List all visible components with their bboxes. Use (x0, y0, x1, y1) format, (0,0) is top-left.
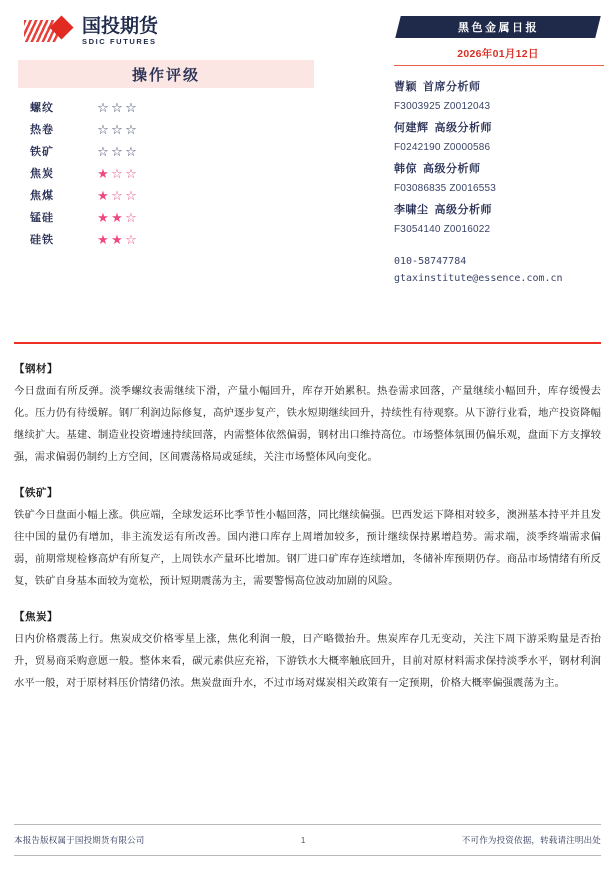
analyst-entry (394, 77, 602, 116)
star-empty-icon: ☆ (125, 187, 137, 203)
analyst-entry (394, 159, 602, 198)
analyst-name-row (394, 77, 602, 97)
rating-commodity-name: 硅铁 (30, 233, 54, 246)
star-empty-icon: ☆ (125, 231, 137, 247)
rating-commodity-name: 焦炭 (30, 167, 54, 180)
report-section-title: 【焦炭】 (14, 611, 58, 623)
footer-disclaimer: 不可作为投资依据，转载请注明出处 (461, 836, 601, 846)
logo-english-name: SDIC FUTURES (82, 36, 157, 46)
report-section-title: 【钢材】 (14, 363, 58, 375)
rating-stars (96, 101, 138, 114)
star-empty-icon: ☆ (111, 165, 123, 181)
report-title: 黑色金属日报 (457, 21, 539, 34)
star-empty-icon: ☆ (125, 99, 137, 115)
rating-commodity-name: 铁矿 (30, 145, 54, 158)
report-section-title: 【铁矿】 (14, 487, 58, 499)
footer-page-number: 1 (300, 835, 306, 845)
report-section (14, 358, 601, 468)
analyst-license-codes: F3003925 Z0012043 (394, 101, 491, 112)
rating-row (30, 184, 318, 206)
analyst-name-row (394, 159, 602, 179)
footer-row (14, 834, 601, 846)
analyst-name-row (394, 118, 602, 138)
contact-email[interactable]: gtaxinstitute@essence.com.cn (394, 273, 563, 284)
rating-commodity-name: 螺纹 (30, 101, 54, 114)
rating-panel-title-band (18, 60, 314, 88)
analyst-name: 李啸尘 (394, 203, 429, 216)
report-section-body: 日内价格震荡上行。焦炭成交价格零星上涨，焦化利润一般，日产略微抬升。焦炭库存几无变动，关注下周下游采购量是否抬升，贸易商采购意愿一般。整体来看，碳元素供应充裕，下游铁水大概率触底回升，目前对原材料需求保持淡季水平，钢材利润水平一般，对于原材料压价情绪仍浓。焦炭盘面升水，不过市场对煤炭相关政策有一定预期，价格大概率偏强震荡为主。 (14, 633, 601, 689)
analyst-entry (394, 118, 602, 157)
report-section-body: 今日盘面有所反弹。淡季螺纹表需继续下滑，产量小幅回升，库存开始累积。热卷需求回落，产量继续小幅回升，库存缓慢去化。压力仍有待缓解。钢厂利润边际修复，高炉逐步复产，铁水短期继续回升，持续性有待观察。从下游行业看，地产投资降幅继续扩大。基建、制造业投资增速持续回落，内需整体依然偏弱，钢材出口维持高位。市场整体氛围仍偏乐观，盘面下方支撑较强，需求偏弱仍制约上方空间，区间震荡格局或延续，关注市场整体风向变化。 (14, 385, 601, 463)
analyst-title: 高级分析师 (434, 121, 492, 134)
contact-block (392, 253, 602, 287)
analyst-name: 曹颖 (394, 80, 417, 93)
star-filled-icon: ★ (111, 231, 123, 247)
star-empty-icon: ☆ (97, 121, 109, 137)
rating-row (30, 162, 318, 184)
footer-top-rule (14, 824, 601, 825)
rating-list (18, 96, 318, 250)
star-empty-icon: ☆ (125, 143, 137, 159)
rating-row (30, 118, 318, 140)
star-filled-icon: ★ (97, 187, 109, 203)
rating-stars (96, 123, 138, 136)
rating-panel-title: 操作评级 (131, 65, 200, 84)
date-divider (394, 65, 604, 66)
star-empty-icon: ☆ (111, 187, 123, 203)
report-section (14, 482, 601, 592)
header-left-column (18, 14, 318, 250)
analyst-license-codes: F03086835 Z0016553 (394, 183, 497, 194)
analyst-list (392, 77, 602, 239)
analyst-title: 高级分析师 (434, 203, 492, 216)
star-filled-icon: ★ (111, 209, 123, 225)
rating-stars (96, 145, 138, 158)
analyst-license-codes: F3054140 Z0016022 (394, 224, 491, 235)
footer-bottom-rule (14, 855, 601, 856)
analyst-title: 首席分析师 (423, 80, 481, 93)
analyst-title: 高级分析师 (423, 162, 481, 175)
rating-commodity-name: 锰硅 (30, 211, 54, 224)
report-header (0, 0, 615, 330)
star-empty-icon: ☆ (125, 121, 137, 137)
star-empty-icon: ☆ (97, 143, 109, 159)
rating-stars (96, 189, 138, 202)
report-section-body: 铁矿今日盘面小幅上涨。供应端，全球发运环比季节性小幅回落，同比继续偏强。巴西发运下降相对较多，澳洲基本持平并且发往中国的量仍有增加，非主流发运有所改善。国内港口库存上周增加较多，预计继续保持累增趋势。需求端，淡季终端需求偏弱，前期常规检修高炉有所复产，上周铁水产量环比增加。钢厂进口矿库存连续增加，冬储补库预期仍存。商品市场情绪有所反复，铁矿自身基本面较为宽松，预计短期震荡为主，需要警惕高位波动加剧的风险。 (14, 509, 601, 587)
star-empty-icon: ☆ (97, 99, 109, 115)
report-section (14, 606, 601, 694)
report-body (14, 358, 601, 708)
report-title-banner (395, 16, 600, 38)
rating-row (30, 96, 318, 118)
page-footer (14, 824, 601, 856)
star-filled-icon: ★ (97, 209, 109, 225)
star-empty-icon: ☆ (111, 121, 123, 137)
logo-mark-icon (24, 18, 88, 44)
rating-stars (96, 211, 138, 224)
rating-stars (96, 233, 138, 246)
star-filled-icon: ★ (97, 231, 109, 247)
report-date: 2026年01月12日 (457, 48, 539, 60)
rating-row (30, 140, 318, 162)
rating-row (30, 206, 318, 228)
analyst-license-codes: F0242190 Z0000586 (394, 142, 491, 153)
analyst-name: 韩倞 (394, 162, 417, 175)
header-right-column (392, 16, 602, 287)
analyst-name: 何建辉 (394, 121, 429, 134)
star-filled-icon: ★ (97, 165, 109, 181)
star-empty-icon: ☆ (111, 99, 123, 115)
logo-wordmark (82, 14, 159, 46)
company-logo (24, 14, 318, 48)
rating-row (30, 228, 318, 250)
analyst-name-row (394, 200, 602, 220)
header-body-divider (14, 342, 601, 344)
star-empty-icon: ☆ (111, 143, 123, 159)
star-empty-icon: ☆ (125, 165, 137, 181)
logo-chinese-name: 国投期货 (82, 14, 159, 37)
rating-stars (96, 167, 138, 180)
star-empty-icon: ☆ (125, 209, 137, 225)
footer-copyright: 本报告版权属于国投期货有限公司 (14, 836, 145, 846)
rating-commodity-name: 焦煤 (30, 189, 54, 202)
analyst-entry (394, 200, 602, 239)
rating-commodity-name: 热卷 (30, 123, 54, 136)
contact-phone: 010-58747784 (394, 256, 467, 267)
